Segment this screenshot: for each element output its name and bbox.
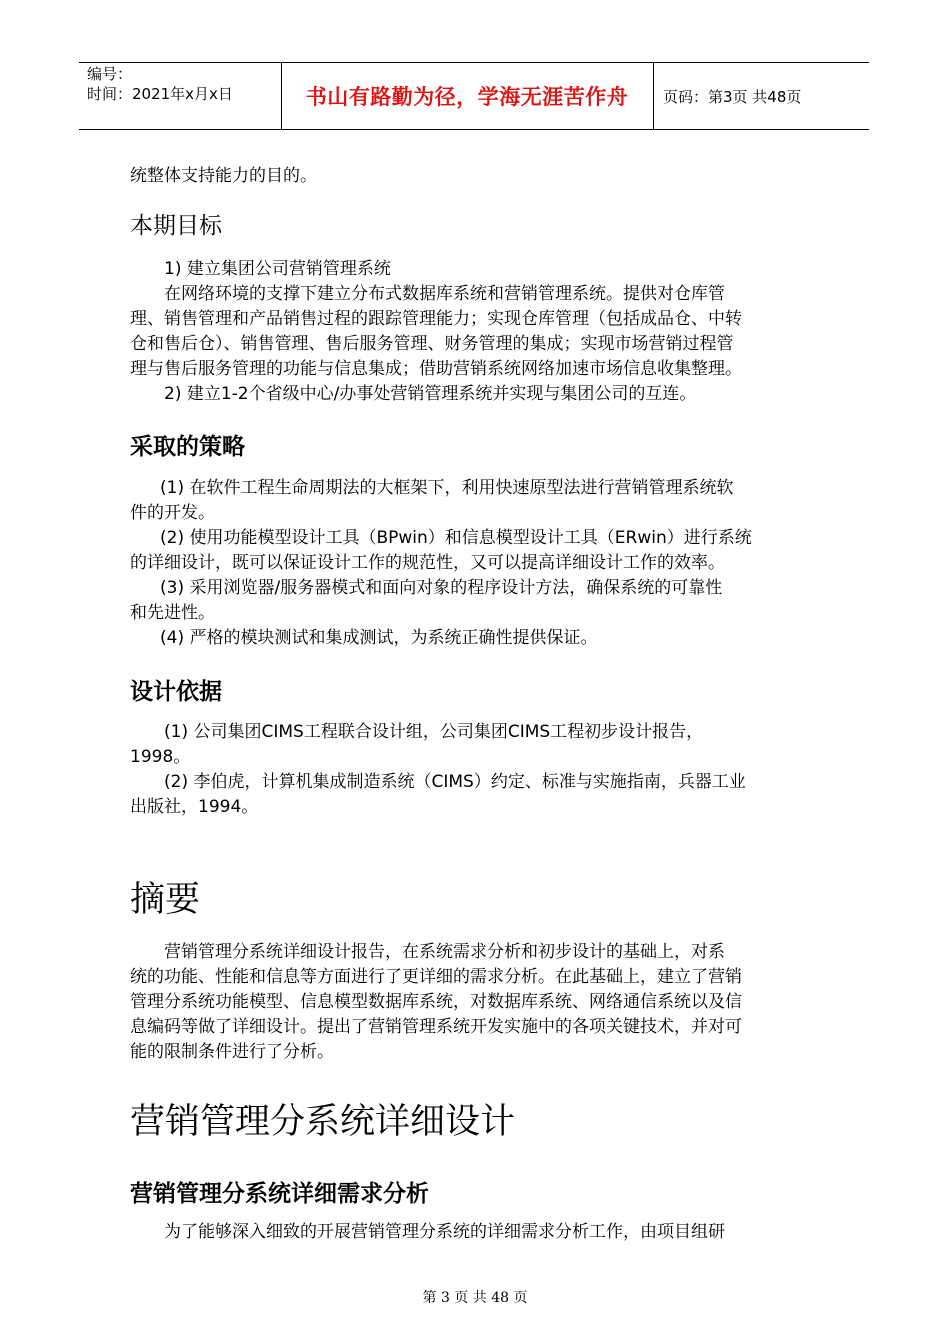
header-divider-2 <box>653 62 654 130</box>
strategy-line: 的详细设计，既可以保证设计工作的规范性，又可以提高详细设计工作的效率。 <box>130 553 725 573</box>
strategy-line: (3) 采用浏览器/服务器模式和面向对象的程序设计方法，确保系统的可靠性 <box>160 578 723 598</box>
abstract-line: 营销管理分系统详细设计报告，在系统需求分析和初步设计的基础上，对系 <box>164 942 725 962</box>
page-header <box>79 62 869 130</box>
strategy-line: (4) 严格的模块测试和集成测试，为系统正确性提供保证。 <box>160 628 598 648</box>
goal-item-1-line: 在网络环境的支撑下建立分布式数据库系统和营销管理系统。提供对仓库管 <box>164 284 725 304</box>
strategy-line: (2) 使用功能模型设计工具（BPwin）和信息模型设计工具（ERwin）进行系统 <box>160 528 752 548</box>
header-time-label: 时间：2021年x月x日 <box>87 85 233 103</box>
strategy-line: 件的开发。 <box>130 503 215 523</box>
heading-abstract: 摘要 <box>130 880 201 920</box>
basis-line: 出版社，1994。 <box>130 797 259 817</box>
intro-line: 统整体支持能力的目的。 <box>130 166 317 186</box>
heading-basis: 设计依据 <box>130 679 222 705</box>
goal-item-1-title: 1) 建立集团公司营销管理系统 <box>164 259 391 279</box>
abstract-line: 能的限制条件进行了分析。 <box>130 1042 334 1062</box>
abstract-line: 统的功能、性能和信息等方面进行了更详细的需求分析。在此基础上，建立了营销 <box>130 967 742 987</box>
heading-goal: 本期目标 <box>130 213 222 239</box>
goal-item-1-line: 仓和售后仓）、销售管理、售后服务管理、财务管理的集成；实现市场营销过程管 <box>130 334 734 354</box>
heading-strategy: 采取的策略 <box>130 434 245 460</box>
abstract-line: 息编码等做了详细设计。提出了营销管理系统开发实施中的各项关键技术，并对可 <box>130 1017 742 1037</box>
section-title: 营销管理分系统详细需求分析 <box>130 1181 429 1207</box>
basis-line: (1) 公司集团CIMS工程联合设计组，公司集团CIMS工程初步设计报告， <box>164 722 704 742</box>
header-number-label: 编号： <box>87 65 133 83</box>
page-footer: 第 3 页 共 48 页 <box>422 1290 528 1306</box>
goal-item-2: 2) 建立1-2个省级中心/办事处营销管理系统并实现与集团公司的互连。 <box>164 384 697 404</box>
abstract-line: 管理分系统功能模型、信息模型数据库系统，对数据库系统、网络通信系统以及信 <box>130 992 742 1012</box>
header-meta <box>87 64 233 104</box>
goal-item-1-line: 理、销售管理和产品销售过程的跟踪管理能力；实现仓库管理（包括成品仓、中转 <box>130 309 742 329</box>
header-page-info: 页码：第3页 共48页 <box>663 87 802 106</box>
goal-item-1-line: 理与售后服务管理的功能与信息集成；借助营销系统网络加速市场信息收集整理。 <box>130 359 742 379</box>
strategy-line: (1) 在软件工程生命周期法的大框架下，利用快速原型法进行营销管理系统软 <box>160 478 734 498</box>
strategy-line: 和先进性。 <box>130 603 215 623</box>
chapter-title: 营销管理分系统详细设计 <box>130 1102 516 1142</box>
header-motto: 书山有路勤为径，学海无涯苦作舟 <box>305 85 629 109</box>
section-first-line: 为了能够深入细致的开展营销管理分系统的详细需求分析工作，由项目组研 <box>164 1222 725 1242</box>
basis-line: 1998。 <box>130 747 191 767</box>
basis-line: (2) 李伯虎，计算机集成制造系统（CIMS）约定、标准与实施指南，兵器工业 <box>164 772 746 792</box>
